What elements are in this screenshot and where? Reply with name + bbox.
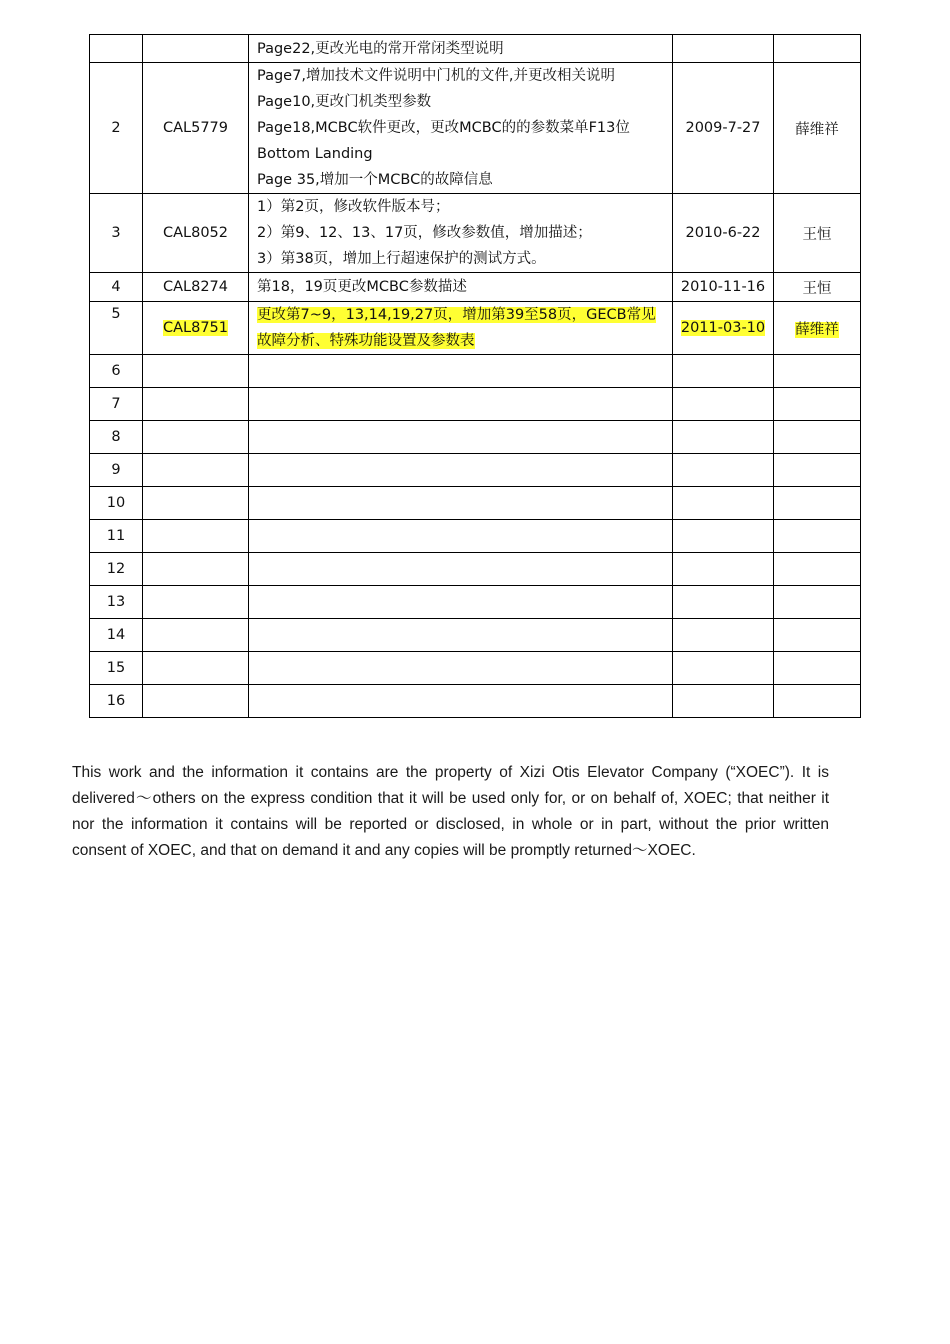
- revision-date-cell: [673, 487, 774, 520]
- table-row-empty: [90, 685, 861, 718]
- revision-number-cell: 9: [90, 454, 143, 487]
- revision-number-cell: 4: [90, 273, 143, 302]
- revision-description-cell: [249, 520, 673, 553]
- highlighted-text: 故障分析、特殊功能设置及参数表: [257, 333, 475, 349]
- revision-description-cell: [249, 63, 673, 194]
- revision-number-cell: 3: [90, 194, 143, 273]
- revision-author-cell: [774, 619, 861, 652]
- table-row-empty: [90, 421, 861, 454]
- revision-author-cell: [774, 652, 861, 685]
- document-number-cell: [143, 586, 249, 619]
- table-row-empty: [90, 454, 861, 487]
- description-line: Page22,更改光电的常开常闭类型说明: [257, 40, 504, 57]
- description-line-highlighted: [257, 328, 668, 354]
- revision-description-cell: [249, 194, 673, 273]
- description-line: Page 35,增加一个MCBC的故障信息: [257, 172, 493, 188]
- revision-description-cell: [249, 487, 673, 520]
- revision-date-cell: [673, 302, 774, 355]
- table-row-empty: [90, 520, 861, 553]
- revision-number-cell: 11: [90, 520, 143, 553]
- revision-author-cell: [774, 553, 861, 586]
- description-line: 第18，19页更改MCBC参数描述: [257, 279, 467, 295]
- revision-date-cell: [673, 388, 774, 421]
- revision-description-cell: [249, 454, 673, 487]
- revision-author-highlighted: 薛维祥: [795, 321, 839, 338]
- revision-date-cell: [673, 553, 774, 586]
- revision-number-cell: [90, 302, 143, 355]
- highlighted-text: 更改第7~9，13,14,19,27页，增加第39至58页，GECB常见: [257, 307, 656, 323]
- revision-author-cell: [774, 487, 861, 520]
- document-number-cell: [143, 487, 249, 520]
- description-line: Page7,增加技术文件说明中门机的文件,并更改相关说明: [257, 68, 616, 84]
- revision-author-cell: 王恒: [774, 273, 861, 302]
- revision-date-cell: [673, 355, 774, 388]
- document-number-cell: [143, 302, 249, 355]
- revision-number-cell: 16: [90, 685, 143, 718]
- table-row-empty: [90, 619, 861, 652]
- document-number-cell: [143, 685, 249, 718]
- table-row-empty: [90, 553, 861, 586]
- revision-date-cell: [673, 520, 774, 553]
- revision-description-cell: [249, 302, 673, 355]
- revision-description-cell: [249, 273, 673, 302]
- description-line: 2）第9、12、13、17页，修改参数值，增加描述；: [257, 225, 592, 241]
- document-number-cell: CAL8274: [143, 273, 249, 302]
- table-row: [90, 63, 861, 194]
- description-line: Bottom Landing: [257, 146, 373, 162]
- revision-number-cell: 15: [90, 652, 143, 685]
- revision-date-cell: 2010-6-22: [673, 194, 774, 273]
- proprietary-notice: This work and the information it contains are the property of Xizi Otis Elevator Company (“XOEC”). It is delivered～others on the express condition that it will be used only for, or on behalf of, XOEC; that neither it nor the information it contains will be reported or disclosed, in whole or in part, without the prior written consent of XOEC, and that on demand it and any copies will be promptly returned～XOEC.: [72, 763, 829, 859]
- document-number-cell: [143, 520, 249, 553]
- revision-author-cell: 王恒: [774, 194, 861, 273]
- revision-date-cell: 2009-7-27: [673, 63, 774, 194]
- table-row-empty: [90, 652, 861, 685]
- revision-description-cell: [249, 553, 673, 586]
- description-line-highlighted: [257, 302, 668, 328]
- revision-number: 5: [111, 306, 121, 322]
- revision-description-cell: [249, 619, 673, 652]
- revision-date-cell: [673, 421, 774, 454]
- document-number-cell: [143, 35, 249, 63]
- revision-date-cell: [673, 454, 774, 487]
- revision-date-highlighted: 2011-03-10: [680, 320, 766, 336]
- table-row-highlighted: [90, 302, 861, 355]
- document-number-cell: [143, 553, 249, 586]
- revision-number-cell: 7: [90, 388, 143, 421]
- revision-description-cell: [249, 586, 673, 619]
- revision-description-cell: [249, 388, 673, 421]
- revision-date-cell: [673, 586, 774, 619]
- revision-date-cell: [673, 619, 774, 652]
- revision-number-cell: [90, 35, 143, 63]
- document-number-cell: [143, 388, 249, 421]
- document-number-cell: [143, 421, 249, 454]
- revision-author-cell: [774, 586, 861, 619]
- revision-description-cell: [249, 355, 673, 388]
- table-row-empty: [90, 586, 861, 619]
- revision-number-cell: 8: [90, 421, 143, 454]
- revision-author-cell: 薛维祥: [774, 63, 861, 194]
- description-line: 1）第2页，修改软件版本号；: [257, 199, 450, 215]
- revision-date-cell: [673, 35, 774, 63]
- document-number-cell: CAL5779: [143, 63, 249, 194]
- table-row-empty: [90, 388, 861, 421]
- document-number-cell: [143, 355, 249, 388]
- revision-number-cell: 12: [90, 553, 143, 586]
- description-line: Page10,更改门机类型参数: [257, 94, 432, 110]
- revision-history-table: [89, 34, 861, 718]
- revision-description-cell: [249, 421, 673, 454]
- revision-number-cell: 10: [90, 487, 143, 520]
- document-number-cell: CAL8052: [143, 194, 249, 273]
- revision-description-cell: [249, 35, 673, 63]
- document-number-cell: [143, 652, 249, 685]
- revision-author-cell: [774, 302, 861, 355]
- revision-author-cell: [774, 421, 861, 454]
- description-line: Page18,MCBC软件更改，更改MCBC的的参数菜单F13位: [257, 120, 630, 136]
- revision-number-cell: 6: [90, 355, 143, 388]
- document-number-highlighted: CAL8751: [162, 320, 229, 336]
- revision-author-cell: [774, 35, 861, 63]
- revision-description-cell: [249, 685, 673, 718]
- revision-description-cell: [249, 652, 673, 685]
- revision-date-cell: [673, 652, 774, 685]
- description-line: 3）第38页，增加上行超速保护的测试方式。: [257, 251, 546, 267]
- revision-number-cell: 2: [90, 63, 143, 194]
- revision-author-cell: [774, 454, 861, 487]
- table-row: [90, 273, 861, 302]
- document-number-cell: [143, 619, 249, 652]
- revision-date-cell: [673, 685, 774, 718]
- table-row-empty: [90, 487, 861, 520]
- revision-date-cell: 2010-11-16: [673, 273, 774, 302]
- revision-author-cell: [774, 388, 861, 421]
- revision-number-cell: 13: [90, 586, 143, 619]
- table-row-empty: [90, 355, 861, 388]
- revision-author-cell: [774, 520, 861, 553]
- table-row: [90, 194, 861, 273]
- table-row-continued: [90, 35, 861, 63]
- revision-author-cell: [774, 355, 861, 388]
- revision-author-cell: [774, 685, 861, 718]
- document-number-cell: [143, 454, 249, 487]
- revision-number-cell: 14: [90, 619, 143, 652]
